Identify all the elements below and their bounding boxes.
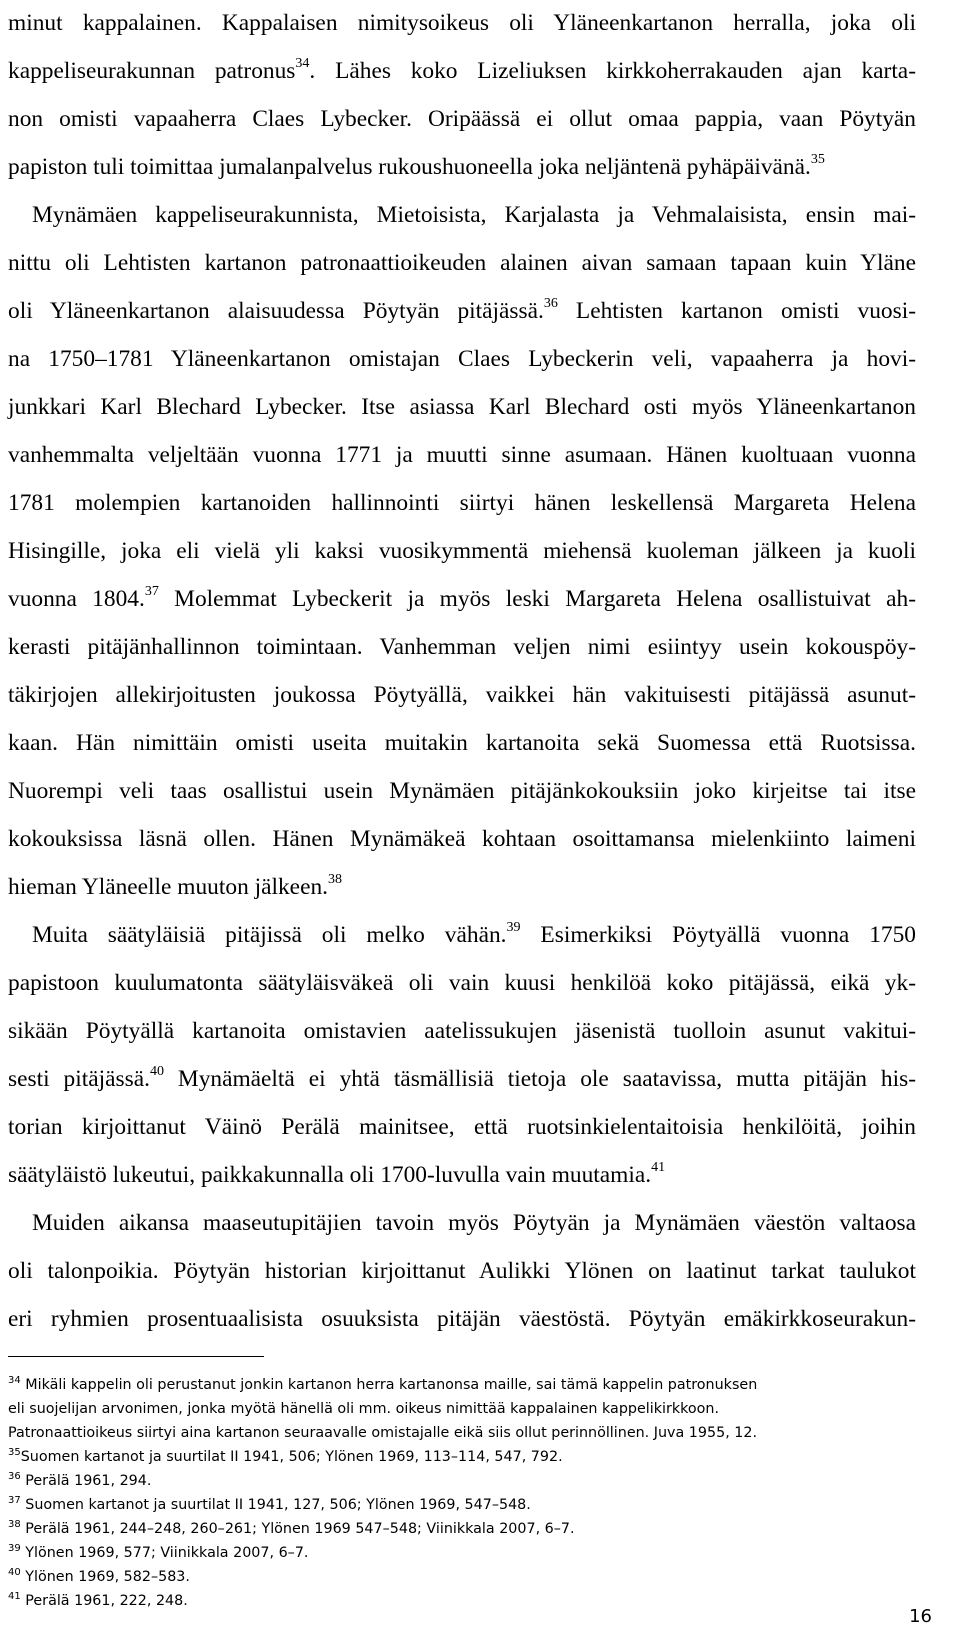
body-line: oli Yläneenkartanon alaisuudessa Pöytyän pitäjässä.$^{36}$ Lehtisten kartanon omisti vuosi- — [8, 296, 916, 324]
body-line: säätyläistö lukeutui, paikkakunnalla oli 1700-luvulla vain muutamia.$^{41}$ — [8, 1160, 666, 1188]
body-line: hieman Yläneelle muuton jälkeen.$^{38}$ — [8, 872, 342, 900]
body-line: junkkari Karl Blechard Lybecker. Itse asiassa Karl Blechard osti myös Yläneenkartanon — [8, 394, 916, 420]
body-line: oli talonpoikia. Pöytyän historian kirjoittanut Aulikki Ylönen on laatinut tarkat taulukot — [8, 1258, 916, 1284]
body-line: Nuorempi veli taas osallistui usein Mynämäen pitäjänkokouksiin joko kirjeitse tai itse — [8, 778, 916, 804]
body-line: na 1750–1781 Yläneenkartanon omistajan Claes Lybeckerin veli, vapaaherra ja hovi- — [8, 346, 916, 372]
footnote-line: $^{34}$ Mikäli kappelin oli perustanut jonkin kartanon herra kartanonsa maille, sai tämä kappelin patronuksen — [8, 1375, 758, 1393]
footnote-ref: 34 — [295, 56, 310, 71]
body-line: Muita säätyläisiä pitäjissä oli melko vähän.$^{39}$ Esimerkiksi Pöytyällä vuonna 1750 — [32, 920, 916, 948]
footnote-line: eli suojelijan arvonimen, jonka myötä hänellä oli mm. oikeus nimittää kappalainen kappelikirkkoon. — [8, 1401, 719, 1417]
body-line: sikään Pöytyällä kartanoita omistavien aatelissukujen jäsenistä tuolloin asunut vakitui- — [8, 1018, 916, 1044]
footnote-line: $^{39}$ Ylönen 1969, 577; Viinikkala 2007, 6–7. — [8, 1543, 309, 1561]
body-line: minut kappalainen. Kappalaisen nimitysoikeus oli Yläneenkartanon herralla, joka oli — [8, 10, 916, 36]
footnote-ref: 36 — [543, 296, 558, 311]
footnote-line: $^{36}$ Perälä 1961, 294. — [8, 1471, 152, 1489]
body-line: kappeliseurakunnan patronus$^{34}$. Lähes koko Lizeliuksen kirkkoherrakauden ajan karta- — [8, 56, 916, 84]
footnote-line: $^{37}$ Suomen kartanot ja suurtilat II 1941, 127, 506; Ylönen 1969, 547–548. — [8, 1495, 531, 1513]
body-line: torian kirjoittanut Väinö Perälä mainitsee, että ruotsinkielentaitoisia henkilöitä, joihin — [8, 1114, 916, 1140]
body-line: kerasti pitäjänhallinnon toimintaan. Vanhemman veljen nimi esiintyy usein kokouspöy- — [8, 634, 916, 660]
body-line: 1781 molempien kartanoiden hallinnointi siirtyi hänen leskellensä Margareta Helena — [8, 490, 916, 516]
body-line: eri ryhmien prosentuaalisista osuuksista pitäjän väestöstä. Pöytyän emäkirkkoseurakun- — [8, 1306, 916, 1332]
page-number: 16 — [909, 1606, 932, 1627]
body-line: papiston tuli toimittaa jumalanpalvelus rukoushuoneella joka neljäntenä pyhäpäivänä.$^{35}$ — [8, 152, 825, 180]
body-line: Muiden aikansa maaseutupitäjien tavoin myös Pöytyän ja Mynämäen väestön valtaosa — [32, 1210, 916, 1236]
body-line: sesti pitäjässä.$^{40}$ Mynämäeltä ei yhtä täsmällisiä tietoja ole saatavissa, mutta pitäjän his- — [8, 1064, 916, 1092]
footnote-line: $^{38}$ Perälä 1961, 244–248, 260–261; Ylönen 1969 547–548; Viinikkala 2007, 6–7. — [8, 1519, 575, 1537]
body-line: non omisti vapaaherra Claes Lybecker. Oripäässä ei ollut omaa pappia, vaan Pöytyän — [8, 106, 916, 132]
body-line: Hisingille, joka eli vielä yli kaksi vuosikymmentä miehensä kuoleman jälkeen ja kuoli — [8, 538, 916, 564]
footnote-ref: 41 — [651, 1160, 666, 1175]
footnote-line: $^{40}$ Ylönen 1969, 582–583. — [8, 1567, 190, 1585]
footnote-ref: 40 — [149, 1064, 164, 1079]
footnote-separator — [8, 1356, 264, 1357]
body-line: vuonna 1804.37 Molemmat Lybeckerit ja myös leski Margareta Helena osallistuivat ah- — [8, 584, 916, 612]
footnote-ref: 35 — [810, 152, 825, 167]
footnote-ref: 37 — [144, 584, 159, 599]
footnote-ref: 38 — [328, 872, 342, 887]
body-line: kaan. Hän nimittäin omisti useita muitakin kartanoita sekä Suomessa että Ruotsissa. — [8, 730, 916, 756]
body-line: nittu oli Lehtisten kartanon patronaattioikeuden alainen aivan samaan tapaan kuin Yläne — [8, 250, 916, 276]
body-line: vanhemmalta veljeltään vuonna 1771 ja muutti sinne asumaan. Hänen kuoltuaan vuonna — [8, 442, 916, 468]
body-line: papistoon kuulumatonta säätyläisväkeä oli vain kuusi henkilöä koko pitäjässä, eikä yk- — [8, 970, 916, 996]
footnote-line: Patronaattioikeus siirtyi aina kartanon seuraavalle omistajalle eikä siis ollut perinnöllinen. Juva 1955, 12. — [8, 1425, 758, 1441]
body-line: kokouksissa läsnä ollen. Hänen Mynämäkeä kohtaan osoittamansa mielenkiinto laimeni — [8, 826, 916, 852]
footnote-ref: 39 — [506, 920, 521, 935]
footnote-line: $^{35}$Suomen kartanot ja suurtilat II 1941, 506; Ylönen 1969, 113–114, 547, 792. — [8, 1447, 563, 1465]
footnote-line: $^{41}$ Perälä 1961, 222, 248. — [8, 1591, 188, 1609]
body-line: Mynämäen kappeliseurakunnista, Mietoisista, Karjalasta ja Vehmalaisista, ensin mai- — [32, 202, 916, 228]
body-line: täkirjojen allekirjoitusten joukossa Pöytyällä, vaikkei hän vakituisesti pitäjässä asunut- — [8, 682, 916, 708]
